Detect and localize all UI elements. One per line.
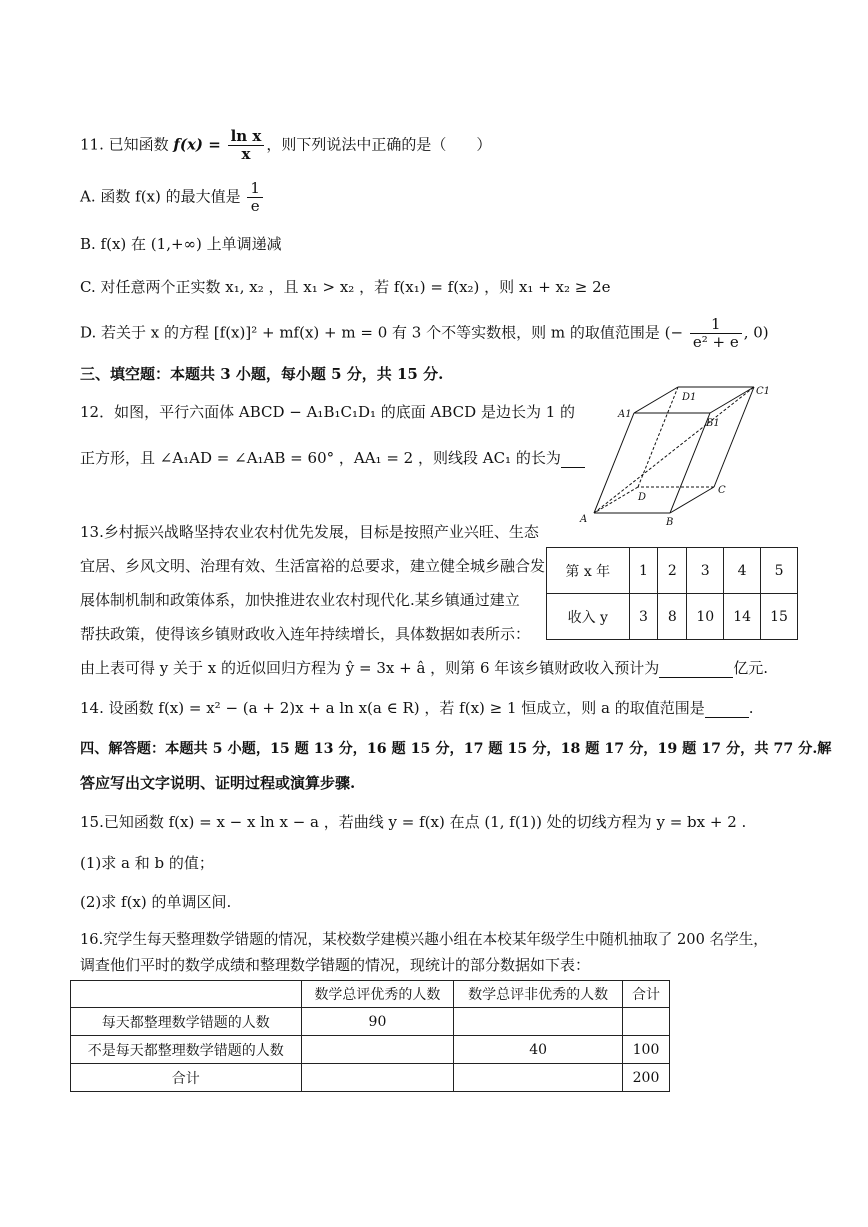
- q13-cell: 15: [761, 594, 798, 640]
- q16-row-label: 每天都整理数学错题的人数: [71, 1008, 302, 1036]
- q16-header-cell: [71, 981, 302, 1008]
- q12-line1: 12．如图，平行六面体 ABCD − A₁B₁C₁D₁ 的底面 ABCD 是边长为 1 的: [80, 403, 576, 421]
- label-a: A: [580, 514, 588, 525]
- q16-cell: 100: [623, 1036, 670, 1064]
- q16-cell: 90: [301, 1008, 454, 1036]
- edge-bc: [670, 487, 714, 513]
- q16-data-table: [70, 980, 670, 1092]
- section-4-heading-line1: 四、解答题：本题共 5 小题，15 题 13 分，16 题 15 分，17 题 15 分，18 题 17 分，19 题 17 分，共 77 分.解: [80, 741, 832, 757]
- q11-d-fraction: $\frac{1}{\text{e² + e}}$: [690, 316, 742, 351]
- q14-stem: 14. 设函数 f(x) = x² − (a + 2)x + a ln x(a ∈ R) ，若 f(x) ≥ 1 恒成立，则 a 的取值范围是 .: [80, 699, 754, 717]
- q11-option-a: A. 函数 f(x) 的最大值是 $\frac{1}{e}$: [80, 180, 265, 215]
- q16-cell: 200: [623, 1064, 670, 1092]
- q16-cell: [301, 1064, 454, 1092]
- edge-aa1: [594, 413, 634, 513]
- q13-line4: 帮扶政策，使得该乡镇财政收入连年持续增长，具体数据如表所示：: [80, 625, 531, 643]
- label-d1: D1: [682, 392, 697, 403]
- q13-line3: 展体制机制和政策体系，加快推进农业农村现代化.某乡镇通过建立: [80, 591, 520, 609]
- q13-cell: 3: [629, 594, 658, 640]
- q16-line2: 调查他们平时的数学成绩和整理数学错题的情况，现统计的部分数据如下表：: [80, 956, 591, 974]
- q13-row2-label: 收入 y: [547, 594, 630, 640]
- q13-cell: 3: [687, 548, 724, 594]
- section-3-heading: 三、填空题：本题共 3 小题，每小题 5 分，共 15 分.: [80, 365, 444, 383]
- q13-answer-blank[interactable]: [659, 659, 733, 678]
- q16-cell: 40: [454, 1036, 623, 1064]
- q15-part2: (2)求 f(x) 的单调区间.: [80, 893, 232, 911]
- q13-cell: 8: [658, 594, 687, 640]
- q12-line2: 正方形，且 ∠A₁AD = ∠A₁AB = 60° ，AA₁ = 2 ，则线段 AC₁ 的长为: [80, 448, 585, 468]
- q13-data-table: [546, 547, 798, 640]
- q11-option-c: C. 对任意两个正实数 x₁, x₂ ，且 x₁ > x₂ ，若 f(x₁) = f(x₂) ，则 x₁ + x₂ ≥ 2e: [80, 278, 611, 296]
- q15-stem: 15.已知函数 f(x) = x − x ln x − a ，若曲线 y = f(x) 在点 (1, f(1)) 处的切线方程为 y = bx + 2 .: [80, 813, 747, 831]
- q13-cell: 4: [724, 548, 761, 594]
- q16-cell: [623, 1008, 670, 1036]
- q16-header-cell: 合计: [623, 981, 670, 1008]
- q16-cell: [454, 1008, 623, 1036]
- diagonal-ac1: [594, 387, 754, 513]
- q13-last-line: 由上表可得 y 关于 x 的近似回归方程为 ŷ = 3x + â ，则第 6 年该乡镇财政收入预计为 亿元.: [80, 659, 769, 677]
- q11-option-d: D. 若关于 x 的方程 [f(x)]² + mf(x) + m = 0 有 3 个不等实数根，则 m 的取值范围是 (− $\frac{1}{\text{e² + e}}$ , 0): [80, 315, 769, 351]
- q15-part1: (1)求 a 和 b 的值；: [80, 854, 214, 872]
- q16-row-label: 合计: [71, 1064, 302, 1092]
- edge-bb1: [670, 413, 710, 513]
- q13-cell: 2: [658, 548, 687, 594]
- q16-line1: 16.究学生每天整理数学错题的情况，某校数学建模兴趣小组在本校某年级学生中随机抽取了 200 名学生，: [80, 931, 768, 948]
- q11-option-b: B. f(x) 在 (1,+∞) 上单调递减: [80, 235, 282, 253]
- edge-d1a1: [634, 387, 678, 413]
- edge-cc1: [714, 387, 754, 487]
- q13-cell: 10: [687, 594, 724, 640]
- label-b: B: [666, 517, 674, 528]
- q13-line2: 宜居、乡风文明、治理有效、生活富裕的总要求，建立健全城乡融合发: [80, 557, 546, 575]
- q13-row1-label: 第 x 年: [547, 548, 630, 594]
- label-b1: B1: [706, 418, 720, 429]
- edge-b1c1: [710, 387, 754, 413]
- q13-cell: 14: [724, 594, 761, 640]
- q14-answer-blank[interactable]: [705, 699, 749, 718]
- q11-stem: 11. 已知函数 f(x) = $\frac{\text{ln x}}{x}$ ，则下列说法中正确的是（ ）: [80, 127, 492, 163]
- edge-da: [594, 487, 638, 513]
- q12-parallelepiped-figure: [572, 382, 772, 532]
- label-a1: A1: [618, 409, 632, 420]
- q11-a-fraction: $\frac{1}{e}$: [247, 180, 263, 215]
- edge-dd1: [638, 387, 678, 487]
- q13-cell: 1: [629, 548, 658, 594]
- label-d: D: [638, 492, 647, 503]
- label-c: C: [718, 485, 726, 496]
- q13-line1: 13.乡村振兴战略坚持农业农村优先发展，目标是按照产业兴旺、生态: [80, 523, 539, 541]
- q16-row-label: 不是每天都整理数学错题的人数: [71, 1036, 302, 1064]
- section-4-heading-line2: 答应写出文字说明、证明过程或演算步骤.: [80, 774, 356, 792]
- q16-header-cell: 数学总评非优秀的人数: [454, 981, 623, 1008]
- label-c1: C1: [756, 386, 771, 397]
- q13-cell: 5: [761, 548, 798, 594]
- q16-cell: [454, 1064, 623, 1092]
- q16-header-cell: 数学总评优秀的人数: [301, 981, 454, 1008]
- q11-fraction: $\frac{\text{ln x}}{x}$: [228, 128, 265, 163]
- q16-cell: [301, 1036, 454, 1064]
